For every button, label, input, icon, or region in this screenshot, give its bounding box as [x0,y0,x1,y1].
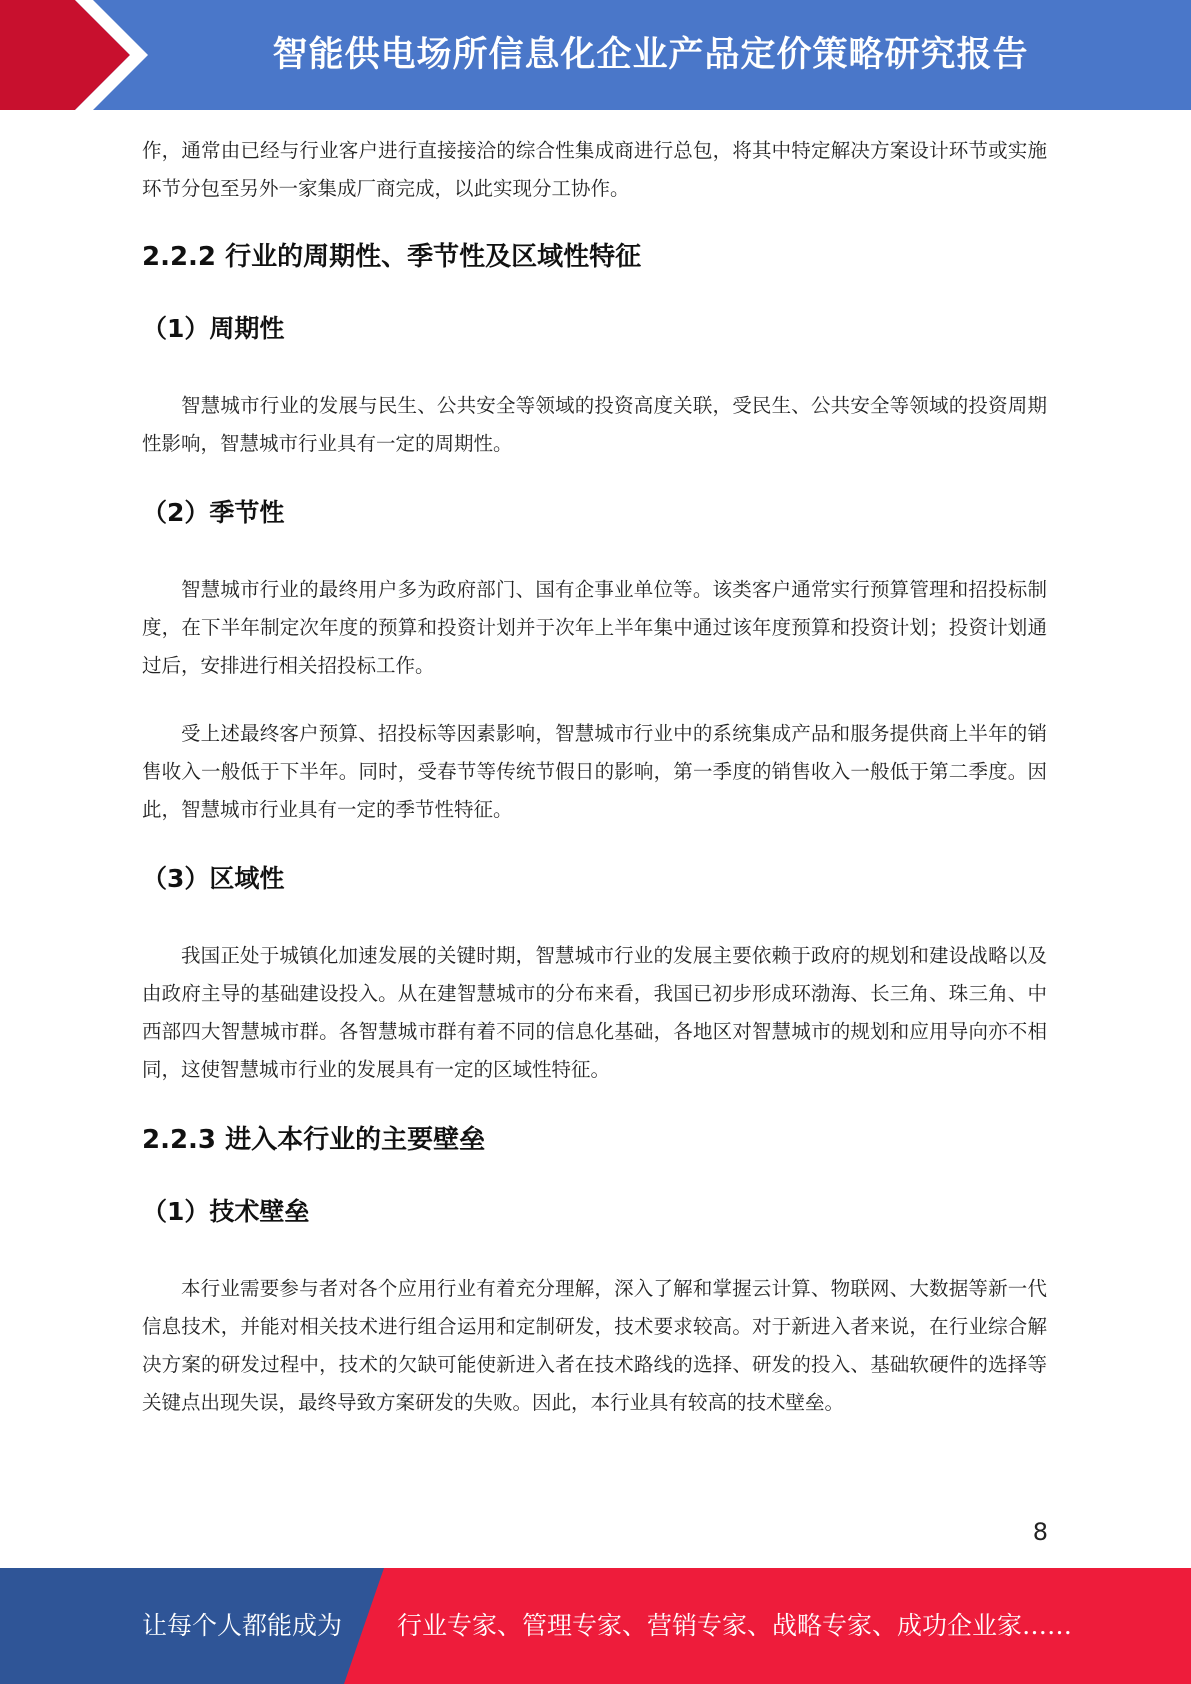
subsection-heading-technical-barrier: （1）技术壁垒 [142,1197,310,1226]
subsection-heading-cyclical: （1）周期性 [142,314,285,343]
header-arrow-decoration [0,0,150,110]
paragraph-seasonal-1: 智慧城市行业的最终用户多为政府部门、国有企事业单位等。该类客户通常实行预算管理和招投标制度，在下半年制定次年度的预算和投资计划并于次年上半年集中通过该年度预算和投资计划；投资计划通过后，安排进行相关招投标工作。 [142,578,1047,677]
paragraph-cyclical: 智慧城市行业的发展与民生、公共安全等领域的投资高度关联，受民生、公共安全等领域的投资周期性影响，智慧城市行业具有一定的周期性。 [142,394,1047,455]
subsection-heading-regional: （3）区域性 [142,864,285,893]
main-content [142,132,1047,1422]
footer-slogan-left: 让每个人都能成为 [142,1611,343,1640]
footer-banner [0,1568,1191,1684]
page-number: 8 [1032,1518,1048,1546]
paragraph-seasonal-2: 受上述最终客户预算、招投标等因素影响，智慧城市行业中的系统集成产品和服务提供商上半年的销售收入一般低于下半年。同时，受春节等传统节假日的影响，第一季度的销售收入一般低于第二季度。因此，智慧城市行业具有一定的季节性特征。 [142,722,1047,821]
paragraph-regional: 我国正处于城镇化加速发展的关键时期，智慧城市行业的发展主要依赖于政府的规划和建设战略以及由政府主导的基础建设投入。从在建智慧城市的分布来看，我国已初步形成环渤海、长三角、珠三角、中西部四大智慧城市群。各智慧城市群有着不同的信息化基础，各地区对智慧城市的规划和应用导向亦不相同，这使智慧城市行业的发展具有一定的区域性特征。 [142,944,1047,1081]
subsection-heading-seasonal: （2）季节性 [142,498,285,527]
section-heading-2-2-2: 2.2.2 行业的周期性、季节性及区域性特征 [142,242,642,272]
header-banner [0,0,1191,110]
intro-paragraph: 作，通常由已经与行业客户进行直接接洽的综合性集成商进行总包，将其中特定解决方案设计环节或实施环节分包至另外一家集成厂商完成，以此实现分工协作。 [142,139,1047,200]
section-heading-2-2-3: 2.2.3 进入本行业的主要壁垒 [142,1125,486,1155]
report-title: 智能供电场所信息化企业产品定价策略研究报告 [272,35,1029,75]
footer-slogan-right: 行业专家、管理专家、营销专家、战略专家、成功企业家…… [397,1611,1073,1640]
paragraph-technical-barrier: 本行业需要参与者对各个应用行业有着充分理解，深入了解和掌握云计算、物联网、大数据等新一代信息技术，并能对相关技术进行组合运用和定制研发，技术要求较高。对于新进入者来说，在行业综合解决方案的研发过程中，技术的欠缺可能使新进入者在技术路线的选择、研发的投入、基础软硬件的选择等关键点出现失误，最终导致方案研发的失败。因此，本行业具有较高的技术壁垒。 [142,1277,1047,1414]
